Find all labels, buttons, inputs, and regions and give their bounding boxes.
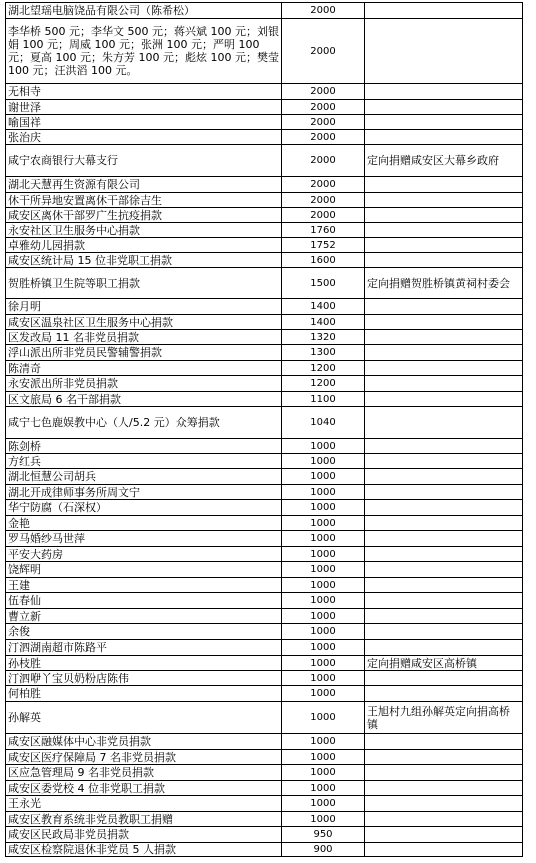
donor-name-cell: 咸宁农商银行大幕支行 — [6, 145, 282, 177]
amount-cell: 1500 — [282, 268, 365, 299]
note-cell — [365, 330, 523, 345]
table-row — [6, 299, 523, 315]
table-row — [6, 208, 523, 223]
amount-cell: 1000 — [282, 516, 365, 531]
donor-name-cell: 平安大药房 — [6, 547, 282, 562]
donor-name-cell: 喻国祥 — [6, 115, 282, 130]
table-row — [6, 812, 523, 827]
amount-cell: 2000 — [282, 100, 365, 115]
table-row — [6, 439, 523, 454]
note-cell — [365, 686, 523, 702]
table-row — [6, 734, 523, 750]
note-cell — [365, 765, 523, 781]
table-row — [6, 238, 523, 253]
table-row — [6, 345, 523, 361]
donor-name-cell: 何柏胜 — [6, 686, 282, 702]
donor-name-cell: 贺胜桥镇卫生院等职工捐款 — [6, 268, 282, 299]
amount-cell: 1000 — [282, 485, 365, 500]
table-row — [6, 145, 523, 177]
table-row — [6, 686, 523, 702]
amount-cell: 1000 — [282, 640, 365, 656]
table-row — [6, 702, 523, 734]
table-row — [6, 796, 523, 812]
donor-name-cell: 汀泗咿丫宝贝奶粉店陈伟 — [6, 671, 282, 686]
donor-name-cell: 伍春仙 — [6, 593, 282, 609]
amount-cell: 1100 — [282, 392, 365, 407]
amount-cell: 2000 — [282, 84, 365, 100]
amount-cell: 1000 — [282, 702, 365, 734]
table-row — [6, 407, 523, 439]
donor-name-cell: 湖北开成律师事务所周文宁 — [6, 485, 282, 500]
amount-cell: 2000 — [282, 177, 365, 193]
amount-cell: 1000 — [282, 734, 365, 750]
donor-name-cell: 孙枝胜 — [6, 656, 282, 671]
donor-name-cell: 休干所异地安置离休干部徐吉生 — [6, 193, 282, 208]
table-row — [6, 531, 523, 547]
note-cell — [365, 547, 523, 562]
note-cell — [365, 454, 523, 469]
donor-name-cell: 咸宁七色鹿娱教中心（人/5.2 元）众筹捐款 — [6, 407, 282, 439]
note-cell — [365, 796, 523, 812]
table-row — [6, 624, 523, 640]
note-cell — [365, 812, 523, 827]
note-cell — [365, 238, 523, 253]
donor-name-cell: 华宁防腐（石深权） — [6, 500, 282, 516]
donor-name-cell: 汀泗湖南超市陈路平 — [6, 640, 282, 656]
amount-cell: 1000 — [282, 547, 365, 562]
note-cell — [365, 750, 523, 765]
amount-cell: 1400 — [282, 299, 365, 315]
donor-name-cell: 浮山派出所非党员民警辅警捐款 — [6, 345, 282, 361]
table-row — [6, 469, 523, 485]
note-cell — [365, 593, 523, 609]
note-cell: 定向捐赠咸安区大幕乡政府 — [365, 145, 523, 177]
amount-cell: 1000 — [282, 500, 365, 516]
donor-name-cell: 陈剑桥 — [6, 439, 282, 454]
note-cell — [365, 624, 523, 640]
table-row — [6, 330, 523, 345]
amount-cell: 1320 — [282, 330, 365, 345]
note-cell — [365, 500, 523, 516]
donor-name-cell: 余俊 — [6, 624, 282, 640]
amount-cell: 900 — [282, 843, 365, 857]
table-row — [6, 656, 523, 671]
amount-cell: 1200 — [282, 361, 365, 376]
note-cell — [365, 609, 523, 624]
donor-name-cell: 陈清奇 — [6, 361, 282, 376]
donor-name-cell: 区发改局 11 名非党员捐款 — [6, 330, 282, 345]
amount-cell: 1000 — [282, 624, 365, 640]
amount-cell: 1300 — [282, 345, 365, 361]
donation-table-body — [6, 3, 523, 857]
amount-cell: 1000 — [282, 578, 365, 593]
table-row — [6, 547, 523, 562]
donor-name-cell: 王永光 — [6, 796, 282, 812]
donor-name-cell: 谢世泽 — [6, 100, 282, 115]
amount-cell: 1000 — [282, 454, 365, 469]
donor-name-cell: 孙解英 — [6, 702, 282, 734]
donor-name-cell: 湖北望瑶电脑饶品有限公司（陈希松） — [6, 3, 282, 19]
donor-name-cell: 徐月明 — [6, 299, 282, 315]
note-cell — [365, 578, 523, 593]
table-row — [6, 640, 523, 656]
amount-cell: 2000 — [282, 130, 365, 145]
note-cell — [365, 562, 523, 578]
table-row — [6, 827, 523, 843]
donor-name-cell: 区应急管理局 9 名非党员捐款 — [6, 765, 282, 781]
table-row — [6, 3, 523, 19]
donor-name-cell: 咸安区检察院退休非党员 5 人捐款 — [6, 843, 282, 857]
amount-cell: 1000 — [282, 656, 365, 671]
table-row — [6, 193, 523, 208]
table-row — [6, 100, 523, 115]
donor-name-cell: 饶辉明 — [6, 562, 282, 578]
amount-cell: 1000 — [282, 750, 365, 765]
table-row — [6, 268, 523, 299]
amount-cell: 2000 — [282, 3, 365, 19]
amount-cell: 2000 — [282, 208, 365, 223]
table-row — [6, 671, 523, 686]
table-row — [6, 454, 523, 469]
amount-cell: 1040 — [282, 407, 365, 439]
note-cell — [365, 531, 523, 547]
note-cell — [365, 208, 523, 223]
table-row — [6, 223, 523, 238]
table-row — [6, 253, 523, 268]
table-row — [6, 177, 523, 193]
note-cell — [365, 439, 523, 454]
amount-cell: 2000 — [282, 145, 365, 177]
note-cell — [365, 407, 523, 439]
note-cell — [365, 130, 523, 145]
amount-cell: 1400 — [282, 315, 365, 330]
table-row — [6, 562, 523, 578]
note-cell — [365, 671, 523, 686]
table-row — [6, 593, 523, 609]
table-row — [6, 361, 523, 376]
table-row — [6, 130, 523, 145]
donor-name-cell: 咸安区温泉社区卫生服务中心捐款 — [6, 315, 282, 330]
table-row — [6, 750, 523, 765]
table-row — [6, 843, 523, 857]
note-cell — [365, 827, 523, 843]
donation-table — [5, 2, 523, 857]
donor-name-cell: 永安社区卫生服务中心捐款 — [6, 223, 282, 238]
note-cell — [365, 843, 523, 857]
donor-name-cell: 曹立新 — [6, 609, 282, 624]
note-cell — [365, 781, 523, 796]
table-row — [6, 781, 523, 796]
amount-cell: 1000 — [282, 562, 365, 578]
note-cell — [365, 315, 523, 330]
note-cell — [365, 177, 523, 193]
amount-cell: 1000 — [282, 439, 365, 454]
amount-cell: 2000 — [282, 19, 365, 84]
amount-cell: 1000 — [282, 469, 365, 485]
donor-name-cell: 咸安区离休干部罗广生抗疫捐款 — [6, 208, 282, 223]
donor-name-cell: 无相寺 — [6, 84, 282, 100]
table-row — [6, 516, 523, 531]
donor-name-cell: 咸安区统计局 15 位非党职工捐款 — [6, 253, 282, 268]
amount-cell: 950 — [282, 827, 365, 843]
amount-cell: 1600 — [282, 253, 365, 268]
table-row — [6, 485, 523, 500]
donor-name-cell: 咸安区委党校 4 位非党职工捐款 — [6, 781, 282, 796]
donor-name-cell: 金艳 — [6, 516, 282, 531]
note-cell: 定向捐赠咸安区高桥镇 — [365, 656, 523, 671]
table-row — [6, 765, 523, 781]
note-cell — [365, 361, 523, 376]
amount-cell: 2000 — [282, 193, 365, 208]
amount-cell: 1000 — [282, 796, 365, 812]
note-cell — [365, 516, 523, 531]
table-row — [6, 84, 523, 100]
note-cell — [365, 100, 523, 115]
amount-cell: 1760 — [282, 223, 365, 238]
donor-name-cell: 永安派出所非党员捐款 — [6, 376, 282, 392]
note-cell — [365, 223, 523, 238]
note-cell — [365, 640, 523, 656]
donor-name-cell: 咸安区医疗保障局 7 名非党员捐款 — [6, 750, 282, 765]
note-cell — [365, 345, 523, 361]
note-cell — [365, 84, 523, 100]
amount-cell: 1000 — [282, 765, 365, 781]
note-cell — [365, 253, 523, 268]
donor-name-cell: 罗马婚纱马世萍 — [6, 531, 282, 547]
note-cell — [365, 469, 523, 485]
table-row — [6, 609, 523, 624]
amount-cell: 1000 — [282, 686, 365, 702]
donor-name-cell: 湖北天慧再生资源有限公司 — [6, 177, 282, 193]
donor-name-cell: 李华桥 500 元；李华文 500 元；蒋兴斌 100 元；刘银娟 100 元；周威 100 元；张洲 100 元；严明 100 元；夏高 100 元；朱方芳 100 元；彪炫 100 元；樊莹 100 元；汪洪滔 100 元。 — [6, 19, 282, 84]
table-row — [6, 578, 523, 593]
amount-cell: 1000 — [282, 812, 365, 827]
donor-name-cell: 王建 — [6, 578, 282, 593]
table-row — [6, 376, 523, 392]
table-row — [6, 392, 523, 407]
note-cell — [365, 3, 523, 19]
note-cell — [365, 299, 523, 315]
note-cell: 定向捐赠贺胜桥镇黄祠村委会 — [365, 268, 523, 299]
amount-cell: 2000 — [282, 115, 365, 130]
note-cell — [365, 115, 523, 130]
table-row — [6, 19, 523, 84]
note-cell — [365, 485, 523, 500]
donor-name-cell: 咸安区教育系统非党员教职工捐赠 — [6, 812, 282, 827]
amount-cell: 1000 — [282, 531, 365, 547]
note-cell — [365, 734, 523, 750]
table-row — [6, 115, 523, 130]
note-cell — [365, 193, 523, 208]
amount-cell: 1000 — [282, 671, 365, 686]
donor-name-cell: 湖北恒慧公司胡兵 — [6, 469, 282, 485]
note-cell: 王旭村九组孙解英定向捐高桥镇 — [365, 702, 523, 734]
donor-name-cell: 咸安区民政局非党员捐款 — [6, 827, 282, 843]
donor-name-cell: 方红兵 — [6, 454, 282, 469]
donor-name-cell: 咸安区融媒体中心非党员捐款 — [6, 734, 282, 750]
amount-cell: 1000 — [282, 781, 365, 796]
amount-cell: 1752 — [282, 238, 365, 253]
donor-name-cell: 张治庆 — [6, 130, 282, 145]
donor-name-cell: 卓雅幼儿园捐款 — [6, 238, 282, 253]
table-row — [6, 315, 523, 330]
note-cell — [365, 392, 523, 407]
note-cell — [365, 376, 523, 392]
note-cell — [365, 19, 523, 84]
amount-cell: 1000 — [282, 593, 365, 609]
donor-name-cell: 区文旅局 6 名干部捐款 — [6, 392, 282, 407]
amount-cell: 1200 — [282, 376, 365, 392]
table-row — [6, 500, 523, 516]
amount-cell: 1000 — [282, 609, 365, 624]
